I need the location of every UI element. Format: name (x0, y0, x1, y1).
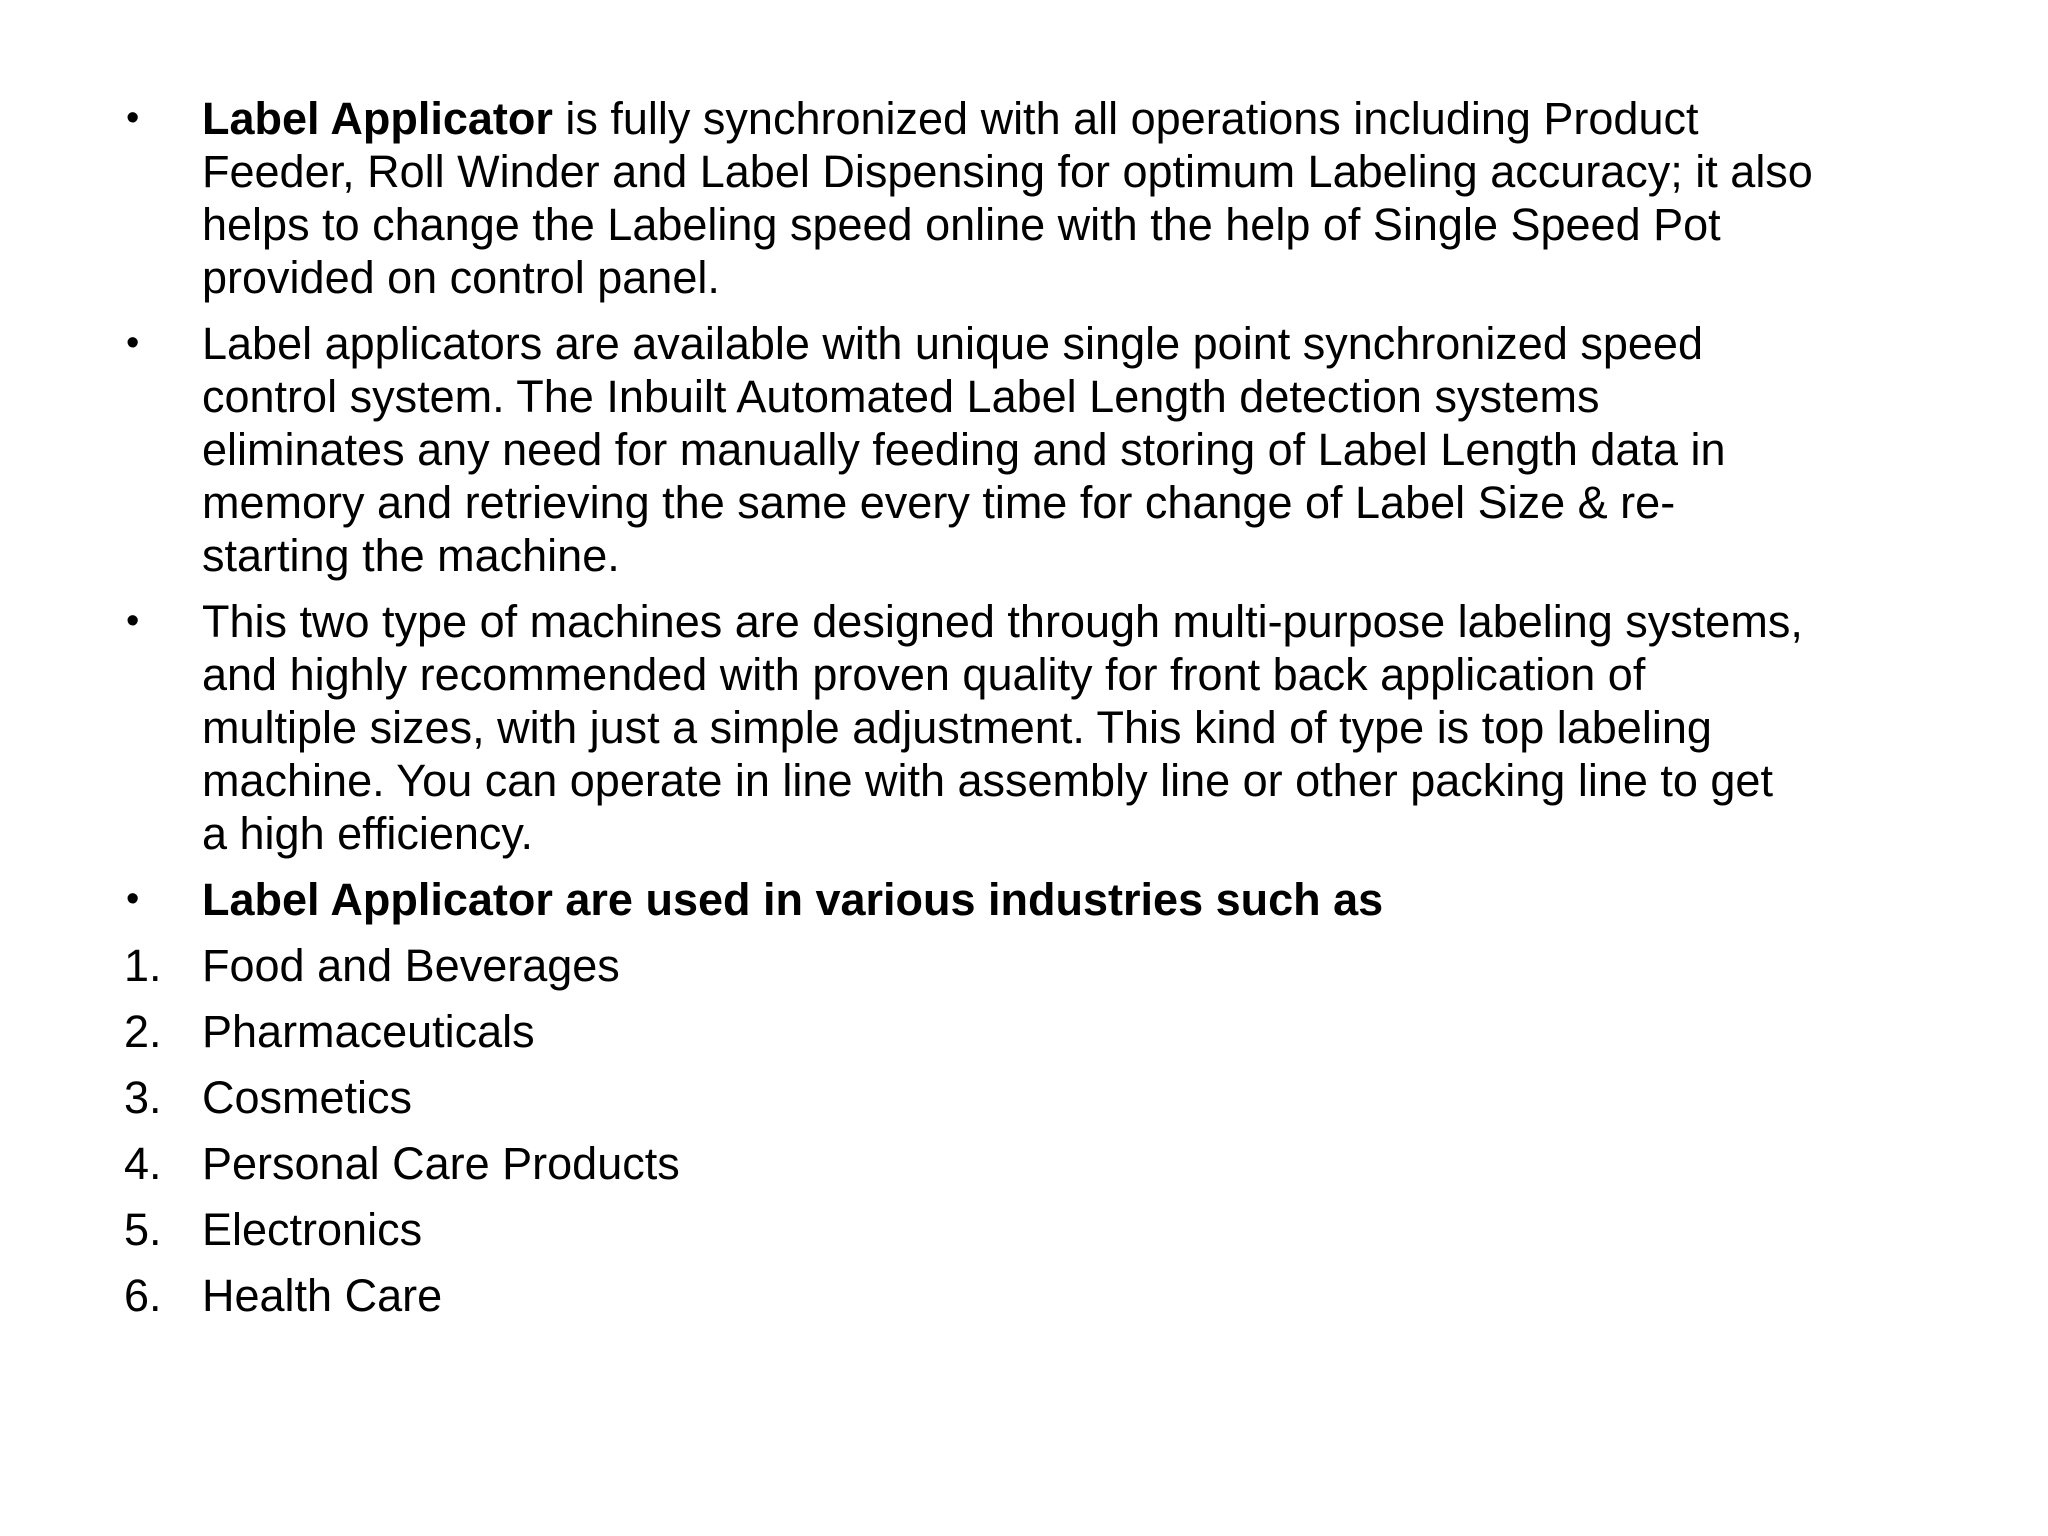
bullet-line: a high efficiency. (202, 808, 534, 859)
bullet-line: helps to change the Labeling speed online with the help of Single Speed Pot (202, 199, 1721, 250)
bullet-marker: • (126, 600, 140, 642)
industry-list-item (124, 939, 2004, 992)
bullet-marker: • (126, 878, 140, 920)
bullet-bold-text: Label Applicator are used in various industries such as (202, 874, 1384, 925)
bullet-item-4 (124, 873, 2004, 926)
bullet-line: control system. The Inbuilt Automated Label Length detection systems (202, 371, 1600, 422)
list-number: 1. (124, 940, 162, 991)
industry-list-item (124, 1137, 2004, 1190)
bullet-line: machine. You can operate in line with assembly line or other packing line to get (202, 755, 1773, 806)
list-number: 2. (124, 1006, 162, 1057)
industry-label: Cosmetics (202, 1072, 413, 1123)
bullet-marker: • (126, 97, 140, 139)
bullet-line (202, 92, 2004, 145)
industry-label: Pharmaceuticals (202, 1006, 535, 1057)
industry-label: Health Care (202, 1270, 443, 1321)
bullet-line (202, 873, 2004, 926)
bullet-line: Feeder, Roll Winder and Label Dispensing for optimum Labeling accuracy; it also (202, 146, 1813, 197)
bullet-bold-text: Label Applicator (202, 93, 553, 144)
industry-list-item (124, 1005, 2004, 1058)
bullet-line: multiple sizes, with just a simple adjustment. This kind of type is top labeling (202, 702, 1712, 753)
list-number: 5. (124, 1204, 162, 1255)
industry-list-item (124, 1269, 2004, 1322)
bullet-item-2 (124, 317, 2004, 582)
bullet-line: starting the machine. (202, 530, 620, 581)
bullet-line: This two type of machines are designed through multi-purpose labeling systems, (202, 596, 1803, 647)
bullet-line: memory and retrieving the same every time for change of Label Size & re- (202, 477, 1676, 528)
industry-label: Personal Care Products (202, 1138, 680, 1189)
bullet-text: is fully synchronized with all operations including Product (552, 93, 1699, 144)
bullet-line: and highly recommended with proven quality for front back application of (202, 649, 1646, 700)
bullet-line: Label applicators are available with unique single point synchronized speed (202, 318, 1703, 369)
industry-list-item (124, 1071, 2004, 1124)
list-number: 4. (124, 1138, 162, 1189)
industry-list-item (124, 1203, 2004, 1256)
bullet-item-3 (124, 595, 2004, 860)
list-number: 3. (124, 1072, 162, 1123)
slide-body (124, 92, 2004, 1335)
list-number: 6. (124, 1270, 162, 1321)
industry-label: Food and Beverages (202, 940, 620, 991)
bullet-line: eliminates any need for manually feeding and storing of Label Length data in (202, 424, 1726, 475)
bullet-marker: • (126, 322, 140, 364)
bullet-item-1 (124, 92, 2004, 304)
industry-label: Electronics (202, 1204, 423, 1255)
bullet-line: provided on control panel. (202, 252, 720, 303)
